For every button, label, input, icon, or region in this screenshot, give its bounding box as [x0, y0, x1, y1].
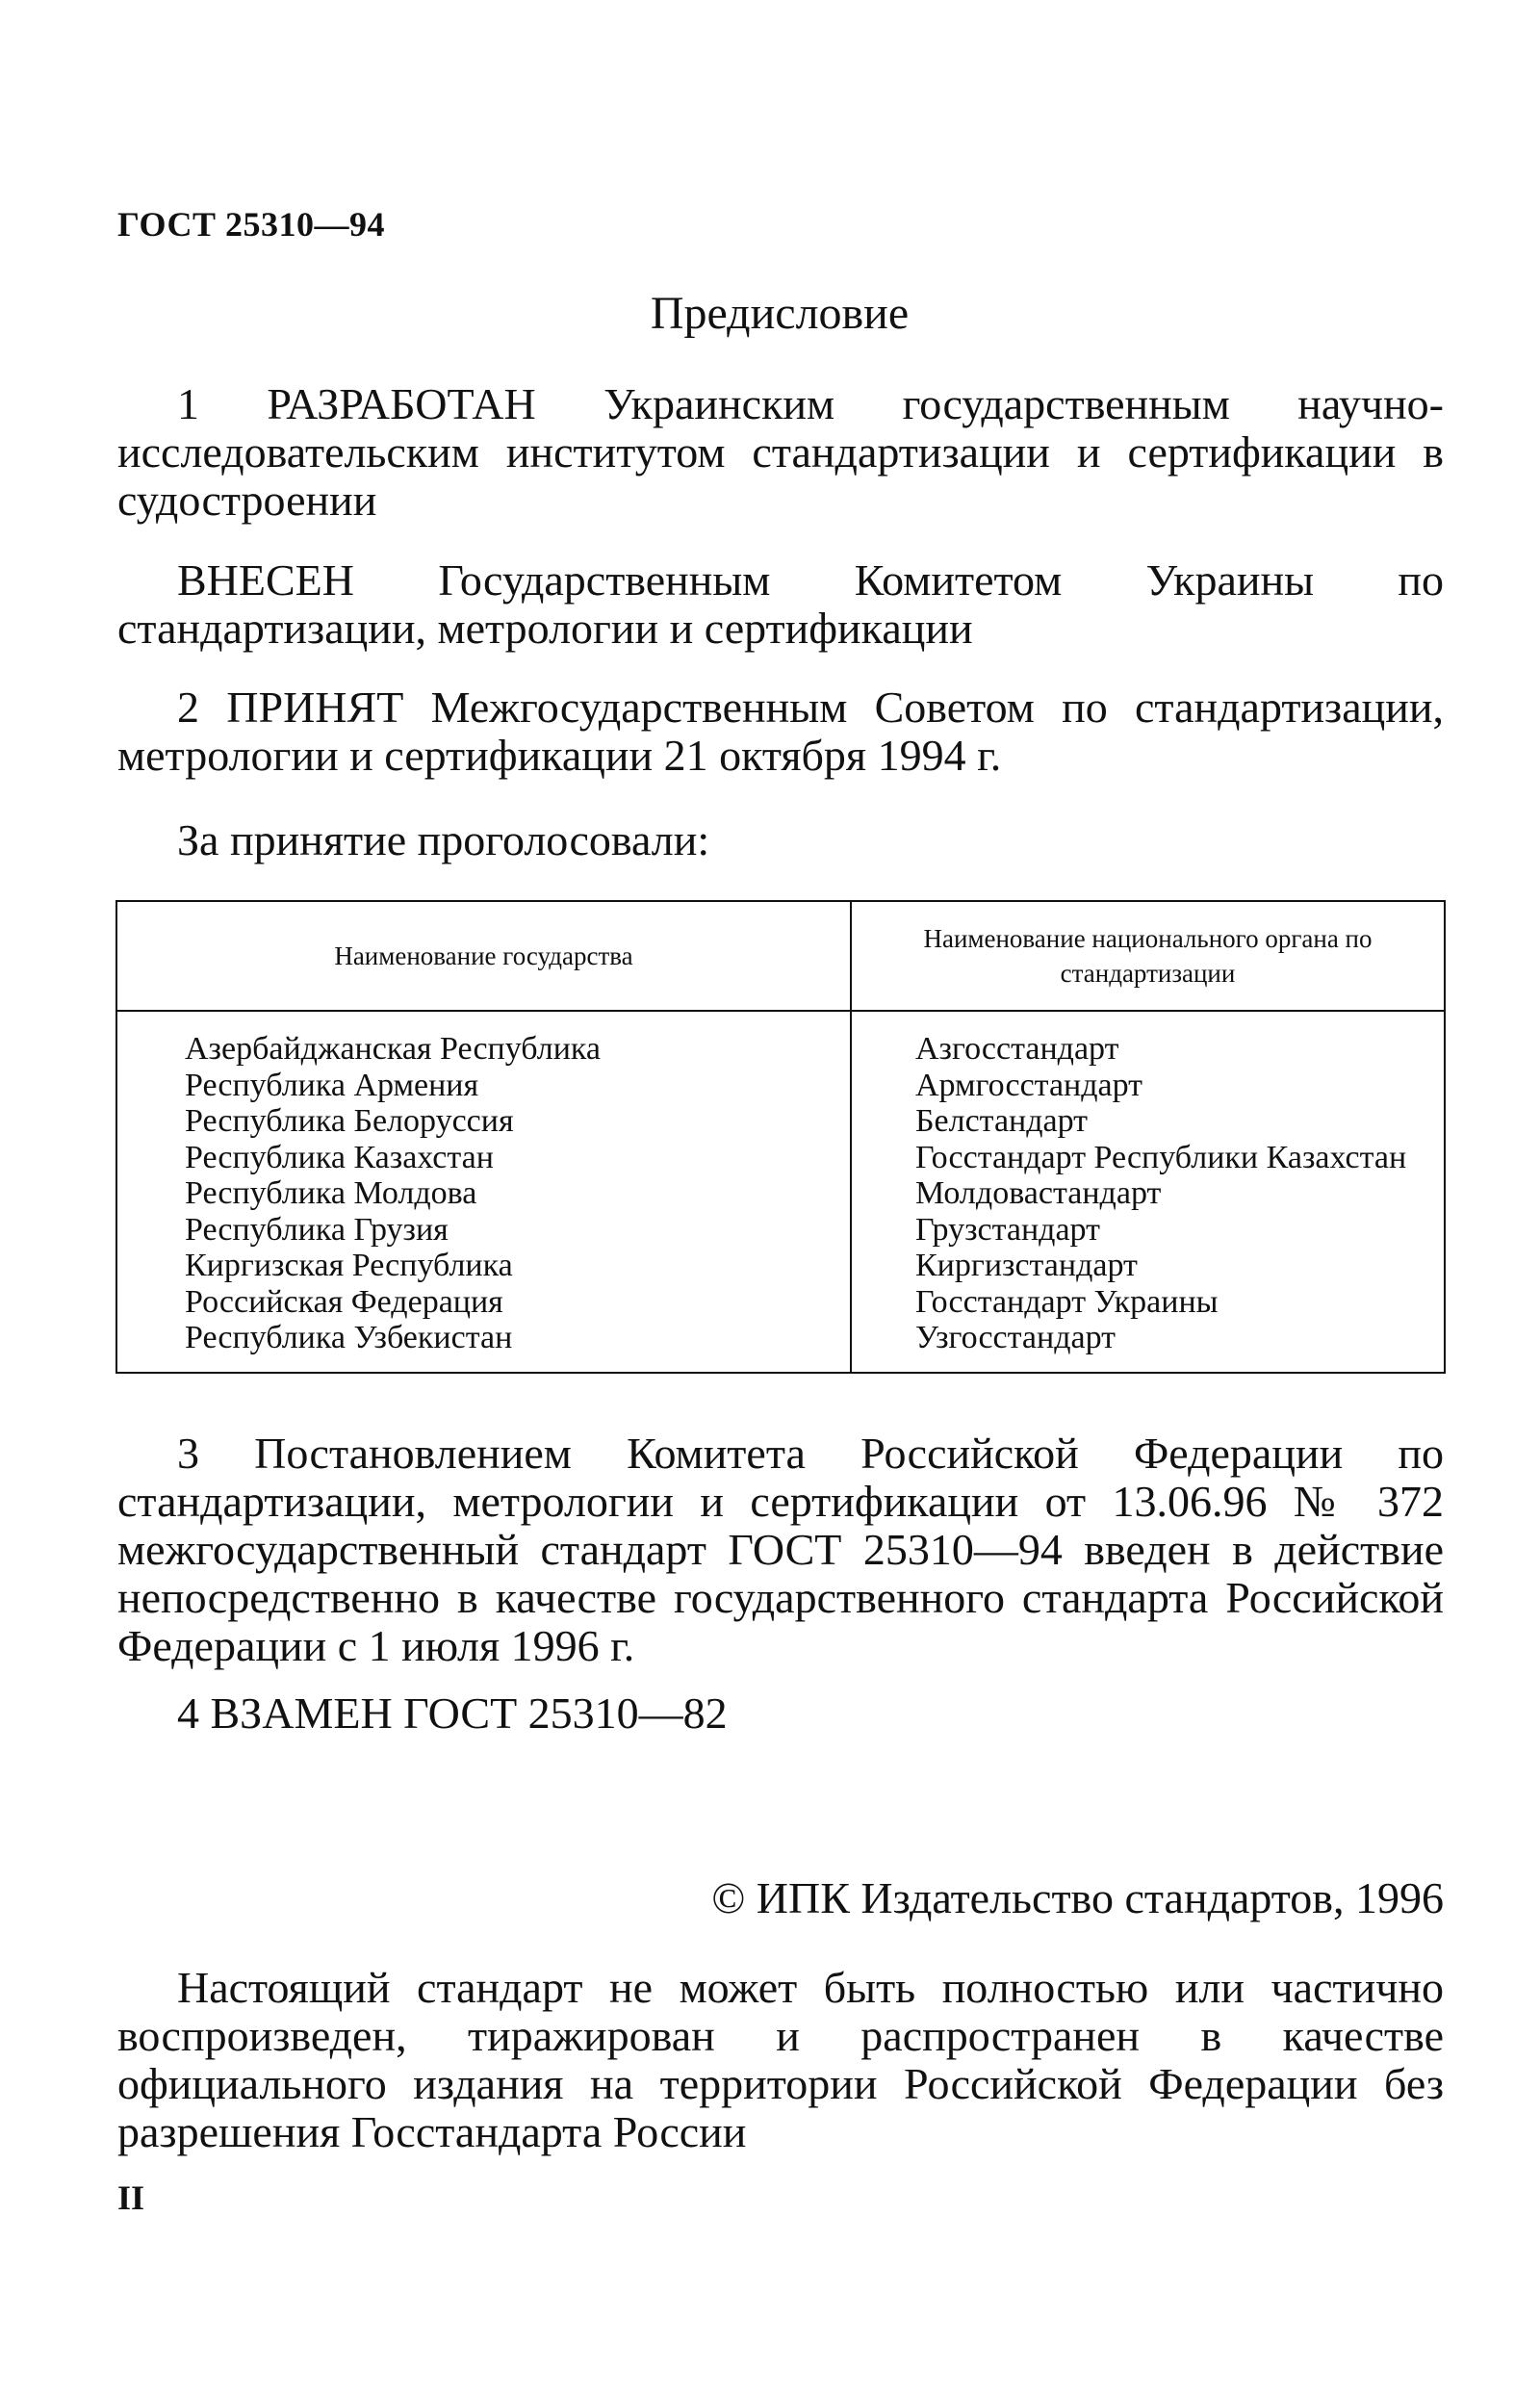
state-name: Республика Казахстан — [185, 1139, 494, 1175]
paragraph-introduced: ВНЕСЕН Государственным Комитетом Украины по стандартизации, метрологии и сертификации — [117, 555, 1444, 653]
standards-body-name: Армгосстандарт — [915, 1067, 1143, 1103]
standards-body-name: Молдовастандарт — [915, 1175, 1162, 1211]
paragraph-reproduction-notice: Настоящий стандарт не может быть полностью или частично воспроизведен, тиражирован и распространен в качестве официального издания на территории Российской Федерации без разрешения Госстандарта России — [117, 1963, 1444, 2156]
state-name: Республика Грузия — [185, 1211, 449, 1248]
state-name: Республика Узбекистан — [185, 1320, 513, 1355]
standards-body-column — [851, 1011, 1445, 1373]
table-body-row — [116, 1011, 1445, 1373]
state-name: Республика Армения — [185, 1067, 479, 1103]
document-code: ГОСТ 25310—94 — [117, 205, 385, 244]
table-header-row — [116, 901, 1445, 1011]
page-title: Предисловие — [650, 288, 910, 339]
table-header-state: Наименование государства — [116, 901, 851, 1011]
standards-body-name: Госстандарт Республики Казахстан — [915, 1139, 1407, 1175]
table-header-body: Наименование национального органа по стандартизации — [851, 901, 1445, 1011]
state-name: Республика Молдова — [185, 1175, 477, 1211]
state-column — [116, 1011, 851, 1373]
paragraph-accepted: 2 ПРИНЯТ Межгосударственным Советом по стандартизации, метрологии и сертификации 21 октября 1994 г. — [117, 683, 1444, 780]
state-name: Киргизская Республика — [185, 1248, 513, 1283]
paragraph-replaces: 4 ВЗАМЕН ГОСТ 25310—82 — [177, 1688, 728, 1738]
paragraph-developed: 1 РАЗРАБОТАН Украинским государственным научно-исследовательским институтом стандартизации и сертификации в судостроении — [117, 379, 1444, 525]
paragraph-voted: За принятие проголосовали: — [177, 815, 710, 864]
page-number: II — [117, 2178, 145, 2217]
state-name: Республика Белоруссия — [185, 1103, 514, 1139]
state-name: Азербайджанская Республика — [185, 1031, 602, 1067]
standards-body-name: Азгосстандарт — [915, 1031, 1119, 1067]
state-name: Российская Федерация — [185, 1283, 503, 1320]
standards-body-name: Госстандарт Украины — [915, 1283, 1219, 1320]
paragraph-resolution: 3 Постановлением Комитета Российской Федерации по стандартизации, метрологии и сертификации от 13.06.96 № 372 межгосударственный стандарт ГОСТ 25310—94 введен в действие непосредственно в качестве государственного стандарта Российской Федерации с 1 июля 1996 г. — [117, 1429, 1444, 1670]
standards-body-name: Узгосстандарт — [915, 1320, 1116, 1355]
voting-states-table — [116, 900, 1446, 1374]
copyright-notice: © ИПК Издательство стандартов, 1996 — [711, 1873, 1444, 1922]
standards-body-name: Белстандарт — [915, 1103, 1089, 1139]
standards-body-name: Киргизстандарт — [915, 1248, 1138, 1283]
standards-body-name: Грузстандарт — [915, 1211, 1100, 1248]
